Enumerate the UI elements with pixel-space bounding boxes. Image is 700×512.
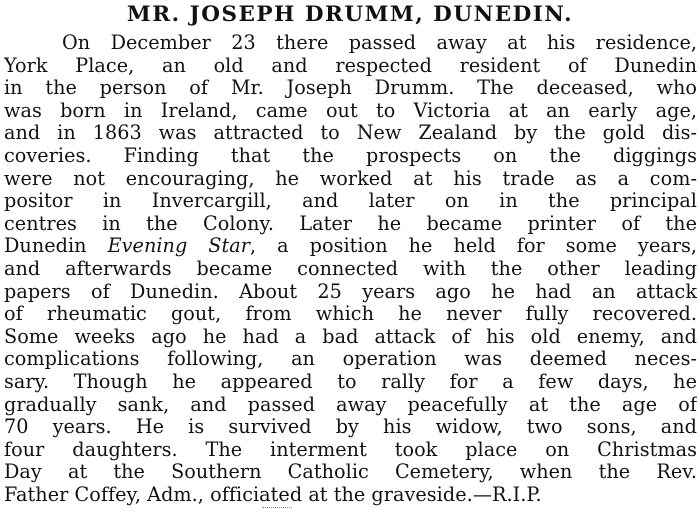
- article-line: positor in Invercargill, and later on in the principal: [4, 190, 697, 213]
- article-line: Some weeks ago he had a bad attack of his old enemy, and: [4, 325, 697, 348]
- print-speckle: [262, 507, 292, 511]
- article-headline: MR. JOSEPH DRUMM, DUNEDIN.: [126, 2, 574, 27]
- article-line: and in 1863 was attracted to New Zealand by the gold dis-: [4, 122, 697, 145]
- article-line: coveries. Finding that the prospects on the diggings: [4, 144, 697, 167]
- article-line: York Place, an old and respected resident of Dunedin: [4, 54, 697, 77]
- article-line: gradually sank, and passed away peacefully at the age of: [4, 393, 697, 416]
- line-text-before: Dunedin: [4, 235, 108, 258]
- article-line: centres in the Colony. Later he became printer of the: [4, 212, 697, 235]
- article-line: were not encouraging, he worked at his trade as a com-: [4, 167, 697, 190]
- article-line: Father Coffey, Adm., officiated at the graveside.—R.I.P.: [4, 483, 542, 506]
- article-line: Day at the Southern Catholic Cemetery, when the Rev.: [4, 461, 697, 484]
- article-line: four daughters. The interment took place on Christmas: [4, 438, 697, 461]
- article-line: of rheumatic gout, from which he never fully recovered.: [4, 303, 697, 326]
- article-line: was born in Ireland, came out to Victoria at an early age,: [4, 99, 697, 122]
- newspaper-name: Evening Star: [107, 235, 250, 258]
- article-line: On December 23 there passed away at his residence,: [62, 32, 697, 54]
- article-line: complications following, an operation was deemed neces-: [4, 348, 697, 371]
- article-line: papers of Dunedin. About 25 years ago he had an attack: [4, 280, 697, 303]
- article-line: sary. Though he appeared to rally for a few days, he: [4, 370, 697, 393]
- article-line: in the person of Mr. Joseph Drumm. The deceased, who: [4, 77, 697, 100]
- article-line: 70 years. He is survived by his widow, two sons, and: [4, 416, 697, 439]
- article-body: [4, 32, 697, 506]
- article-line: and afterwards became connected with the other leading: [4, 257, 697, 280]
- line-text-after: , a position he held for some years,: [249, 235, 697, 258]
- article-line: [4, 235, 697, 258]
